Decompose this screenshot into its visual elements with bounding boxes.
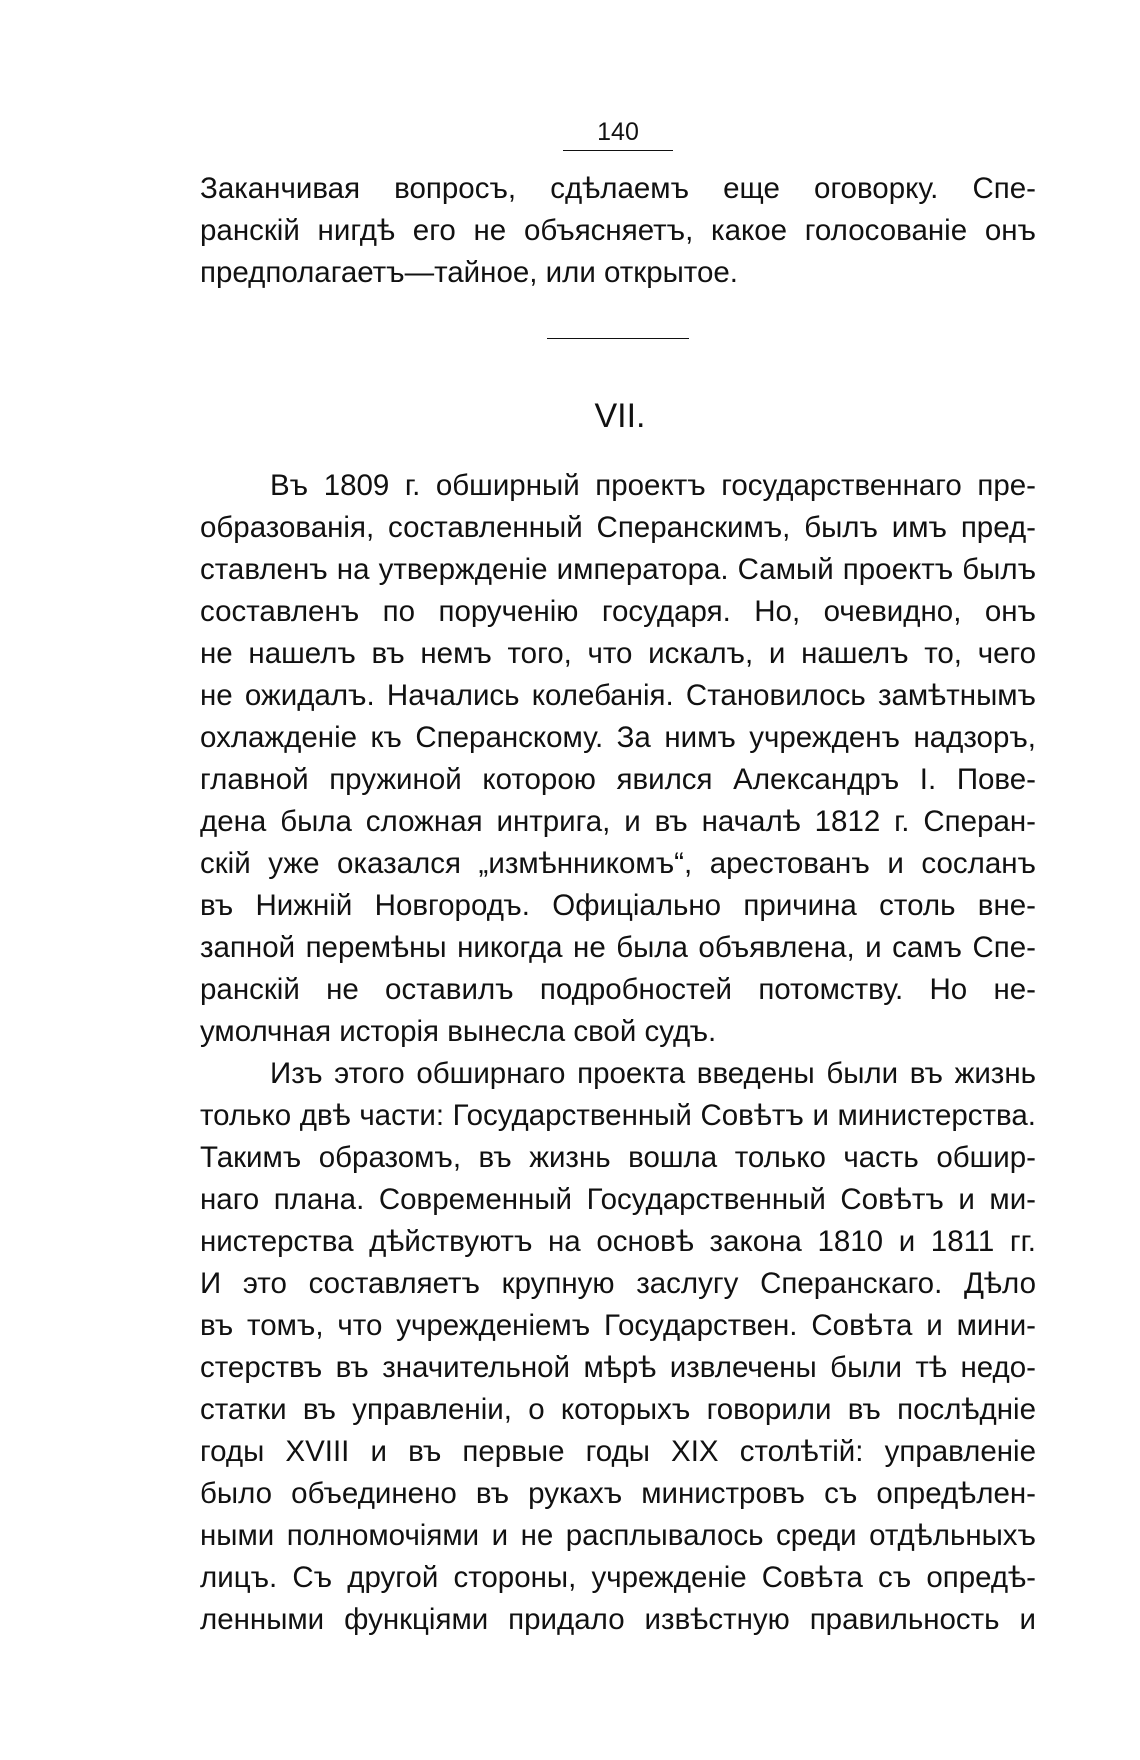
text-line: въ Нижній Новгородъ. Офиціально причина столь вне- — [200, 889, 1036, 922]
paragraph-1 — [200, 465, 1036, 1053]
section-heading: VII. — [594, 397, 646, 435]
text-line: стерствъ въ значительной мѣрѣ извлечены были тѣ недо- — [200, 1351, 1036, 1384]
text-line: не нашелъ въ немъ того, что искалъ, и нашелъ то, чего — [200, 637, 1036, 670]
text-line: статки въ управленіи, о которыхъ говорили въ послѣдніе — [200, 1393, 1036, 1426]
text-line: И это составляетъ крупную заслугу Сперанскаго. Дѣло — [200, 1267, 1036, 1300]
text-line: предполагаетъ—тайное, или открытое. — [200, 256, 739, 289]
text-line: охлажденіе къ Сперанскому. За нимъ учрежденъ надзоръ, — [200, 721, 1036, 754]
text-line: Въ 1809 г. обширный проектъ государственнаго пре- — [270, 469, 1036, 502]
text-line: наго плана. Современный Государственный Совѣтъ и ми- — [200, 1183, 1036, 1216]
text-line: нистерства дѣйствуютъ на основѣ закона 1810 и 1811 гг. — [200, 1225, 1036, 1258]
text-line: скій уже оказался „измѣнникомъ“, арестованъ и сосланъ — [200, 847, 1036, 880]
text-line: дена была сложная интрига, и въ началѣ 1812 г. Сперан- — [200, 805, 1036, 838]
text-line: ранскій не оставилъ подробностей потомству. Но не- — [200, 973, 1036, 1006]
text-line: главной пружиной которою явился Александръ I. Пове- — [200, 763, 1036, 796]
text-line: лицъ. Съ другой стороны, учрежденіе Совѣта съ опредѣ- — [200, 1561, 1036, 1594]
section-divider — [547, 338, 689, 339]
text-line: умолчная исторія вынесла свой судъ. — [200, 1015, 717, 1048]
text-line: запной перемѣны никогда не была объявлена, и самъ Спе- — [200, 931, 1036, 964]
intro-paragraph — [200, 168, 1036, 294]
text-line: не ожидалъ. Начались колебанія. Становилось замѣтнымъ — [200, 679, 1036, 712]
text-line: было объединено въ рукахъ министровъ съ опредѣлен- — [200, 1477, 1036, 1510]
text-line: образованія, составленный Сперанскимъ, былъ имъ пред- — [200, 511, 1036, 544]
text-line: составленъ по порученію государя. Но, очевидно, онъ — [200, 595, 1036, 628]
paragraph-2 — [200, 1053, 1036, 1641]
text-line: годы XVIII и въ первые годы XIX столѣтій: управленіе — [200, 1435, 1036, 1468]
page-number: 140 — [563, 118, 673, 151]
text-line: Изъ этого обширнаго проекта введены были въ жизнь — [270, 1057, 1036, 1090]
text-line: ранскій нигдѣ его не объясняетъ, какое голосованіе онъ — [200, 214, 1036, 247]
text-line: въ томъ, что учрежденіемъ Государствен. Совѣта и мини- — [200, 1309, 1036, 1342]
text-line: Такимъ образомъ, въ жизнь вошла только часть обшир- — [200, 1141, 1036, 1174]
text-line: ленными функціями придало извѣстную правильность и — [200, 1603, 1036, 1636]
text-line: ными полномочіями и не расплывалось среди отдѣльныхъ — [200, 1519, 1036, 1552]
text-line: Заканчивая вопросъ, сдѣлаемъ еще оговорку. Спе- — [200, 172, 1036, 205]
text-line: только двѣ части: Государственный Совѣтъ и министерства. — [200, 1099, 1036, 1132]
text-line: ставленъ на утвержденіе императора. Самый проектъ былъ — [200, 553, 1036, 586]
